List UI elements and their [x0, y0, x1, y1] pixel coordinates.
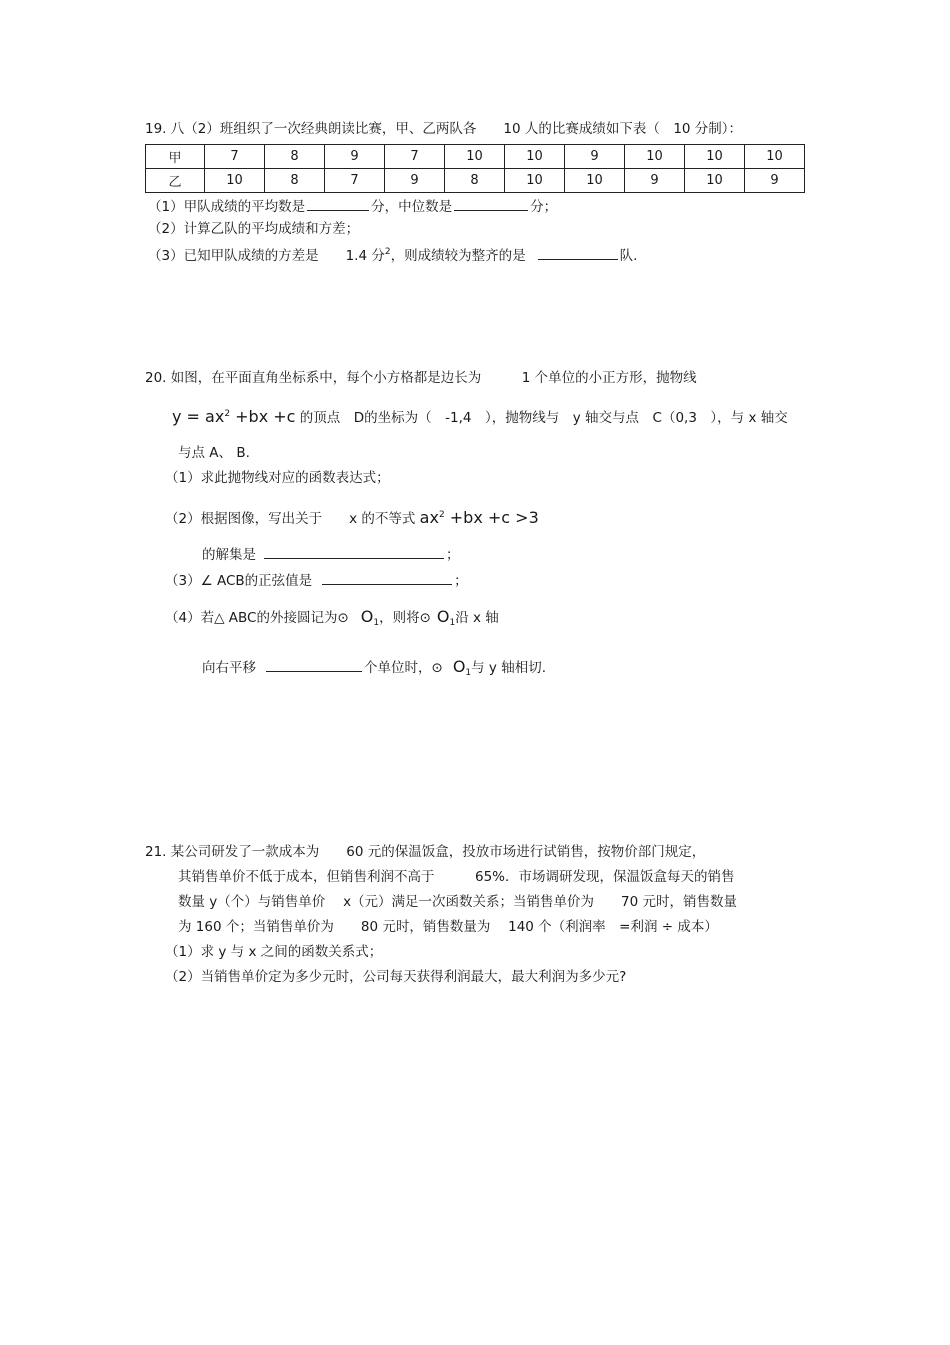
table-row	[146, 145, 805, 169]
score-cell: 7	[385, 145, 445, 169]
superscript: 2	[438, 510, 445, 520]
q19-part3-text: ，则成绩较为整齐的是	[390, 248, 526, 264]
superscript: 2	[384, 247, 391, 257]
score-cell: 8	[265, 169, 325, 193]
q21-line2: 其销售单价不低于成本，但销售利润不高于 65%．市场调研发现，保温饭盒每天的销售	[178, 869, 735, 885]
q20-part4-text: （4）若△ ABC的外接圆记为⊙	[165, 610, 349, 626]
score-cell: 10	[445, 145, 505, 169]
circle-label: O	[360, 607, 374, 626]
q20-part3-text: ；	[454, 573, 468, 589]
score-cell: 9	[745, 169, 805, 193]
score-cell: 8	[265, 145, 325, 169]
answer-blank[interactable]	[538, 245, 618, 260]
q19-part3	[148, 245, 637, 267]
score-cell: 9	[325, 145, 385, 169]
q19-stem: 19. 八（2）班组织了一次经典朗读比赛，甲、乙两队各 10 人的比赛成绩如下表（ 10 分制）：	[145, 121, 743, 137]
q19-part1-text: 分；	[530, 199, 558, 215]
table-row	[146, 169, 805, 193]
q20-part2-answer	[202, 544, 460, 564]
q21-line3: 数量 y（个）与销售单价 x（元）满足一次函数关系；当销售单价为 70 元时，销售数量	[178, 894, 738, 910]
q21-part1: （1）求 y 与 x 之间的函数关系式；	[165, 944, 383, 960]
answer-blank[interactable]	[307, 196, 369, 211]
inequality: +bx +c >3	[444, 508, 539, 527]
q19-part3-text: （3）已知甲队成绩的方差是 1.4 分	[148, 248, 385, 264]
q21-line1: 21. 某公司研发了一款成本为 60 元的保温饭盒，投放市场进行试销售，按物价部门规定，	[145, 844, 706, 860]
score-cell: 10	[745, 145, 805, 169]
score-table	[145, 144, 805, 193]
q20-part3-text: （3）∠ ACB的正弦值是	[165, 573, 313, 589]
circle-label: O	[436, 607, 450, 626]
q20-part4-text: 与 y 轴相切.	[471, 660, 547, 676]
q20-line1: 20. 如图，在平面直角坐标系中，每个小方格都是边长为 1 个单位的小正方形，抛物线	[145, 370, 697, 386]
q20-part1: （1）求此抛物线对应的函数表达式；	[165, 470, 390, 486]
q19-part1-text: 分，中位数是	[371, 199, 453, 215]
q20-line2-text: 的顶点 D的坐标为（ -1,4 ），抛物线与 y 轴交与点 C（0,3 ），与 x 轴交	[295, 410, 788, 426]
answer-blank[interactable]	[322, 570, 452, 585]
q20-part4-text: 沿 x 轴	[455, 610, 499, 626]
subscript: 1	[373, 618, 380, 628]
score-cell: 10	[685, 145, 745, 169]
answer-blank[interactable]	[454, 196, 528, 211]
score-cell: 9	[565, 145, 625, 169]
subscript: 1	[465, 668, 472, 678]
score-cell: 10	[505, 145, 565, 169]
equation: y = ax	[172, 407, 225, 426]
circle-label: O	[452, 657, 466, 676]
superscript: 2	[224, 409, 231, 419]
subscript: 1	[449, 618, 456, 628]
equation: +bx +c	[230, 407, 296, 426]
q20-part4-text: ，则将⊙	[379, 610, 431, 626]
score-cell: 10	[625, 145, 685, 169]
q20-line3: 与点 A、 B.	[178, 445, 250, 461]
answer-blank[interactable]	[264, 544, 444, 559]
score-cell: 9	[625, 169, 685, 193]
score-cell: 10	[565, 169, 625, 193]
q20-part4	[165, 606, 499, 631]
q19-part1	[148, 196, 557, 216]
score-cell: 10	[685, 169, 745, 193]
q20-part4-text: 个单位时，⊙	[364, 660, 443, 676]
q20-part2-text: 的解集是	[202, 547, 256, 563]
q20-part3	[165, 570, 468, 590]
q21-line4: 为 160 个；当销售单价为 80 元时，销售数量为 140 个（利润率 =利润 ÷ 成本）	[178, 919, 718, 935]
score-cell: 9	[385, 169, 445, 193]
q20-part2-text: （2）根据图像，写出关于 x 的不等式	[165, 511, 416, 527]
q20-line2	[172, 406, 788, 431]
q20-part2	[165, 507, 539, 532]
score-cell: 10	[505, 169, 565, 193]
answer-blank[interactable]	[266, 657, 362, 672]
inequality: ax	[419, 508, 439, 527]
q20-part2-text: ；	[446, 547, 460, 563]
score-cell: 7	[325, 169, 385, 193]
score-cell: 10	[205, 169, 265, 193]
team-cell: 甲	[146, 145, 205, 169]
q21-part2: （2）当销售单价定为多少元时，公司每天获得利润最大，最大利润为多少元?	[165, 969, 627, 985]
q19-part2: （2）计算乙队的平均成绩和方差；	[148, 221, 360, 237]
score-cell: 7	[205, 145, 265, 169]
team-cell: 乙	[146, 169, 205, 193]
q20-part4-answer	[202, 656, 546, 681]
q19-part1-text: （1）甲队成绩的平均数是	[148, 199, 306, 215]
q19-part3-text: 队.	[619, 248, 638, 264]
score-cell: 8	[445, 169, 505, 193]
q20-part4-text: 向右平移	[202, 660, 256, 676]
